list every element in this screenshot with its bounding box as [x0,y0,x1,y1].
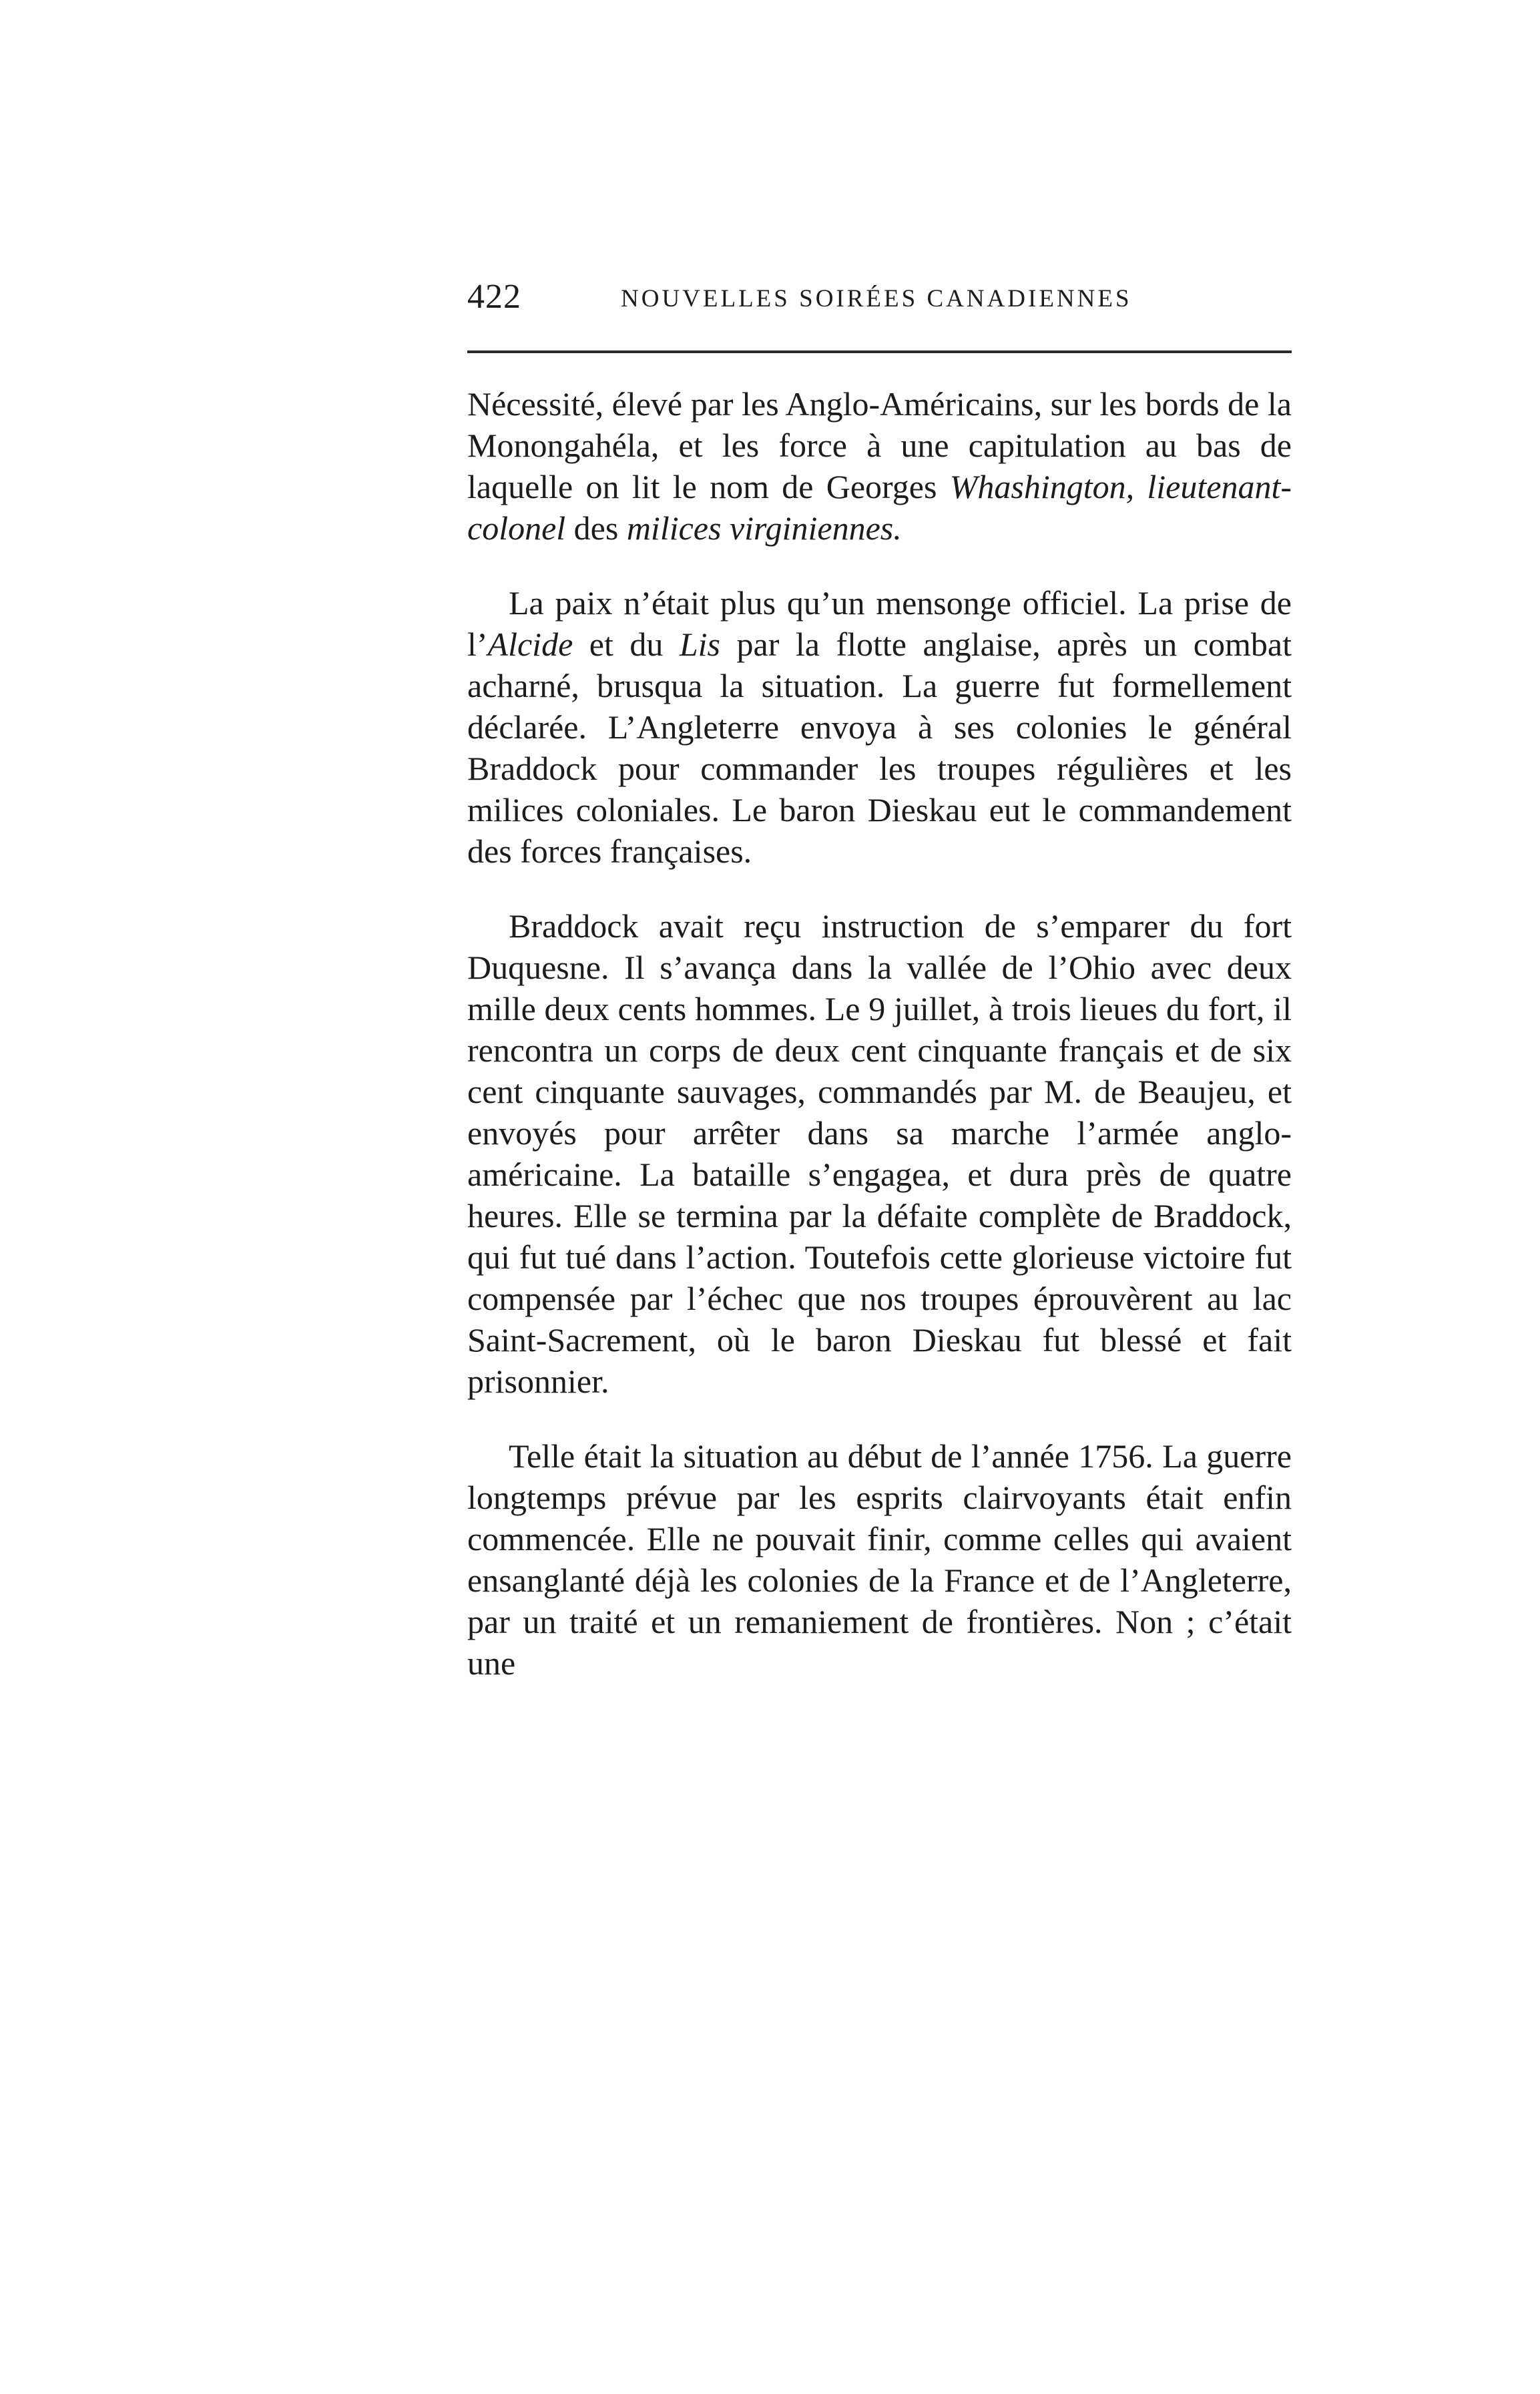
paragraph-2 [467,582,1292,872]
paragraph-4 [467,1435,1292,1684]
paragraph-3 [467,905,1292,1402]
paragraph-1 [467,383,1292,549]
paragraph-2-run-1: La paix n’était plus qu’un mensonge officiel. La prise de l’ [467,584,1292,663]
paragraph-1-run-3: des [565,509,627,547]
paragraph-1-run-1: Nécessité, élevé par les Anglo-Américains, sur les bords de la Monongahéla, et les force à une capitulation au bas de laquelle on lit le nom de Georges [467,385,1292,505]
paragraph-2-run-3: et du [573,626,680,663]
paragraph-4-run-1: Telle était la situation au début de l’année 1756. La guerre longtemps prévue par les esprits clairvoyants était enfin commencée. Elle ne pouvait finir, comme celles qui avaient ensanglanté déjà les colonies de la France et de l’Angleterre, par un traité et un remaniement de frontières. Non ; c’était une [467,1437,1292,1682]
body-text [467,383,1292,1717]
paragraph-1-run-4: milices virginiennes. [626,509,902,547]
paragraph-2-run-4: Lis [679,626,721,663]
header-rule [467,350,1292,353]
running-head: NOUVELLES SOIRÉES CANADIENNES [621,285,1132,312]
paragraph-2-run-5: par la flotte anglaise, après un combat acharné, brusqua la situation. La guerre fut formellement déclarée. L’Angleterre envoya à ses colonies le général Braddock pour commander les troupes régulières et les milices coloniales. Le baron Dieskau eut le commandement des forces françaises. [467,626,1292,870]
paragraph-2-run-2: Alcide [487,626,573,663]
paragraph-3-run-1: Braddock avait reçu instruction de s’emparer du fort Duquesne. Il s’avança dans la vallée de l’Ohio avec deux mille deux cents hommes. Le 9 juillet, à trois lieues du fort, il rencontra un corps de deux cent cinquante français et de six cent cinquante sauvages, commandés par M. de Beaujeu, et envoyés pour arrêter dans sa marche l’armée anglo-américaine. La bataille s’engagea, et dura près de quatre heures. Elle se termina par la défaite complète de Braddock, qui fut tué dans l’action. Toutefois cette glorieuse victoire fut compensée par l’échec que nos troupes éprouvèrent au lac Saint-Sacrement, où le baron Dieskau fut blessé et fait prisonnier. [467,907,1292,1400]
page-number: 422 [467,278,521,316]
paragraph-1-run-2: Whashington, lieutenant-colonel [467,468,1292,547]
page-header [467,274,1292,320]
